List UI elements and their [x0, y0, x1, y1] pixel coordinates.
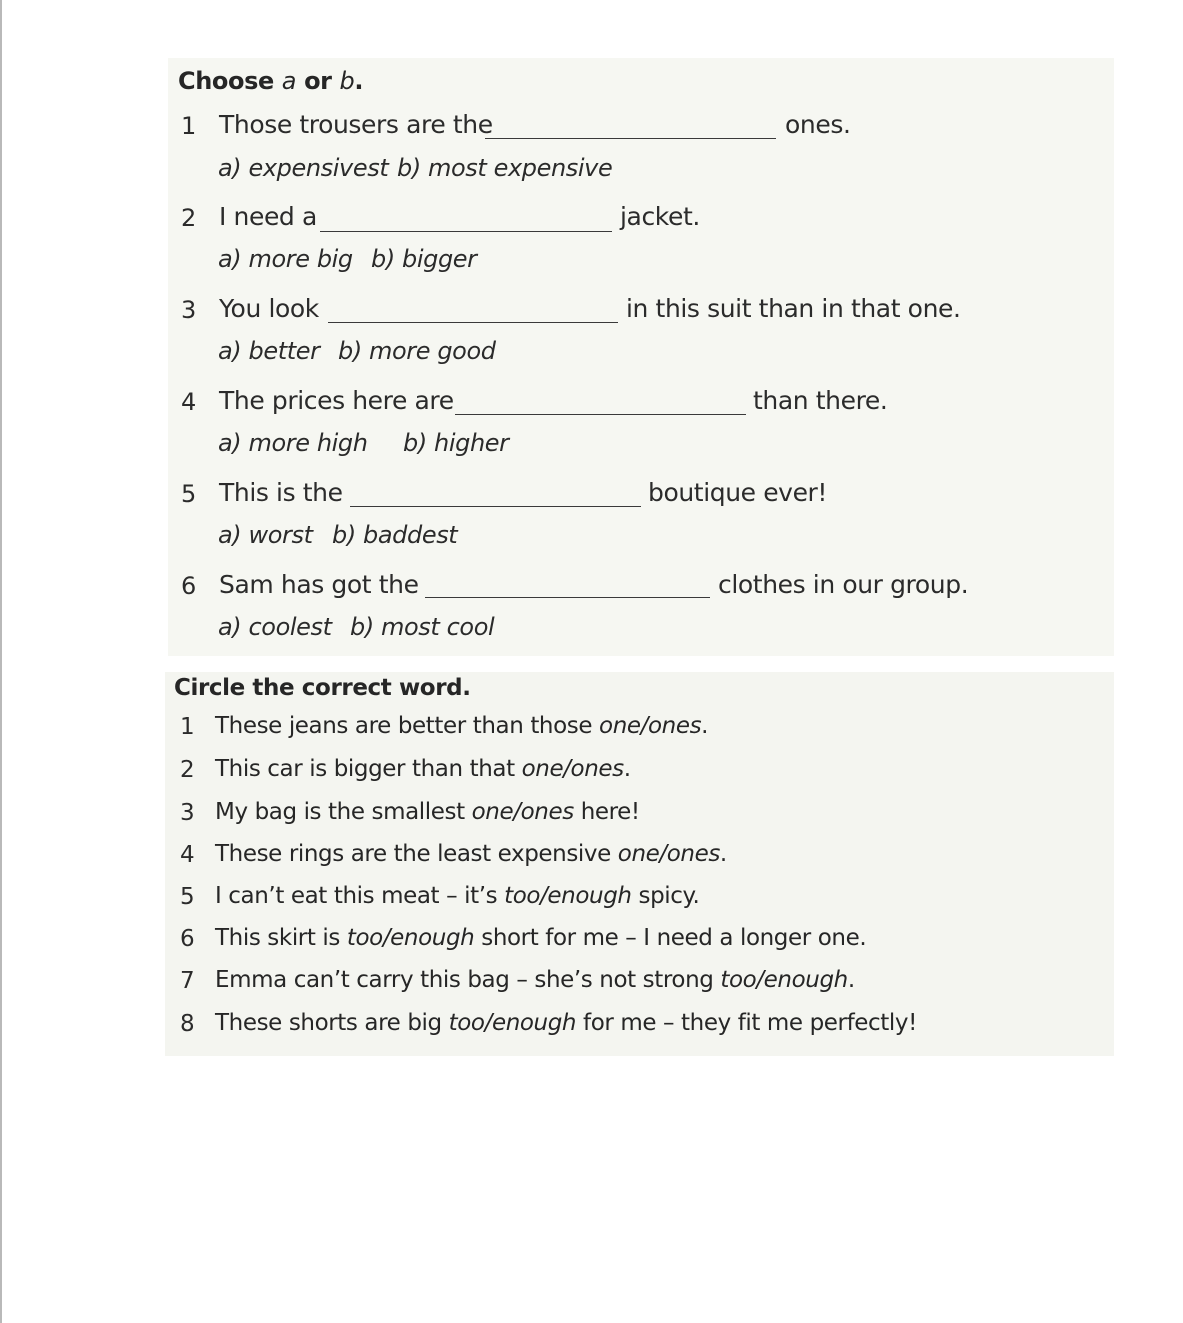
- sentence-text: .: [701, 713, 709, 739]
- sentence-text: Emma can’t carry this bag – she’s not strong: [215, 967, 721, 993]
- option-a: a) expensivest: [218, 154, 389, 182]
- option-a: a) better: [218, 337, 320, 365]
- item-number: 5: [181, 480, 197, 508]
- item-number: 1: [181, 112, 197, 140]
- sentence-text: My bag is the smallest: [215, 799, 472, 825]
- sentence: [215, 799, 640, 825]
- answer-blank[interactable]: [485, 138, 776, 139]
- item-number: 3: [181, 296, 197, 324]
- word-choice[interactable]: too/enough: [504, 883, 632, 909]
- sentence-text: for me – they fit me perfectly!: [576, 1010, 917, 1036]
- word-choice[interactable]: one/ones: [617, 841, 720, 867]
- sentence-text: This car is bigger than that: [215, 756, 522, 782]
- item-number: 1: [180, 714, 195, 740]
- sentence-text: These shorts are big: [215, 1010, 449, 1036]
- sentence-start: The prices here are: [219, 386, 454, 415]
- sentence-start: This is the: [219, 478, 343, 507]
- answer-blank[interactable]: [455, 414, 746, 415]
- sentence-end: ones.: [785, 110, 851, 139]
- answer-blank[interactable]: [425, 597, 710, 598]
- option-b: b) baddest: [332, 521, 458, 549]
- item-number: 6: [180, 926, 195, 952]
- sentence-end: jacket.: [620, 202, 700, 231]
- word-choice[interactable]: too/enough: [720, 967, 848, 993]
- sentence-text: short for me – I need a longer one.: [474, 925, 867, 951]
- item-number: 7: [180, 968, 195, 994]
- option-b: b) bigger: [371, 245, 477, 273]
- sentence-text: These jeans are better than those: [215, 713, 600, 739]
- option-b: b) more good: [338, 337, 496, 365]
- option-a: a) worst: [218, 521, 313, 549]
- sentence-text: spicy.: [631, 883, 700, 909]
- sentence-text: .: [623, 756, 631, 782]
- sentence-end: than there.: [753, 386, 888, 415]
- heading-text: Choose: [178, 67, 282, 95]
- word-choice[interactable]: too/enough: [346, 925, 475, 951]
- sentence-text: I can’t eat this meat – it’s: [215, 883, 505, 909]
- sentence-start: Those trousers are the: [219, 110, 493, 139]
- item-number: 3: [180, 800, 195, 826]
- sentence: [215, 756, 631, 782]
- exercise-1-heading: [178, 67, 363, 95]
- exercise-2-heading: Circle the correct word.: [174, 675, 471, 701]
- heading-text: .: [354, 67, 364, 95]
- item-number: 2: [180, 757, 195, 783]
- sentence-start: I need a: [219, 202, 317, 231]
- sentence-text: .: [847, 967, 855, 993]
- heading-option-b: b: [339, 67, 355, 95]
- sentence-text: These rings are the least expensive: [215, 841, 618, 867]
- sentence-end: boutique ever!: [648, 478, 828, 507]
- item-number: 4: [180, 842, 195, 868]
- word-choice[interactable]: too/enough: [448, 1010, 577, 1036]
- sentence-end: clothes in our group.: [718, 570, 969, 599]
- word-choice[interactable]: one/ones: [471, 799, 574, 825]
- option-b: b) most expensive: [397, 154, 613, 182]
- sentence: [215, 925, 866, 951]
- sentence: [215, 883, 699, 909]
- option-a: a) coolest: [218, 613, 332, 641]
- option-b: b) most cool: [350, 613, 495, 641]
- item-number: 2: [181, 204, 197, 232]
- item-number: 4: [181, 388, 197, 416]
- sentence: [215, 841, 727, 867]
- sentence-end: in this suit than in that one.: [626, 294, 961, 323]
- sentence: [215, 1010, 917, 1036]
- word-choice[interactable]: one/ones: [521, 756, 624, 782]
- sentence-start: Sam has got the: [219, 570, 419, 599]
- sentence: [215, 713, 708, 739]
- sentence-text: here!: [573, 799, 640, 825]
- answer-blank[interactable]: [328, 322, 618, 323]
- sentence-start: You look: [219, 294, 319, 323]
- sentence-text: .: [719, 841, 727, 867]
- sentence-text: This skirt is: [215, 925, 347, 951]
- item-number: 5: [180, 884, 195, 910]
- word-choice[interactable]: one/ones: [599, 713, 702, 739]
- option-b: b) higher: [403, 429, 509, 457]
- option-a: a) more big: [218, 245, 353, 273]
- answer-blank[interactable]: [350, 506, 641, 507]
- heading-option-a: a: [281, 67, 297, 95]
- answer-blank[interactable]: [320, 231, 612, 232]
- item-number: 6: [181, 572, 197, 600]
- sentence: [215, 967, 855, 993]
- option-a: a) more high: [218, 429, 368, 457]
- item-number: 8: [180, 1011, 195, 1037]
- page-left-edge: [0, 0, 2, 1323]
- heading-text: or: [296, 67, 340, 95]
